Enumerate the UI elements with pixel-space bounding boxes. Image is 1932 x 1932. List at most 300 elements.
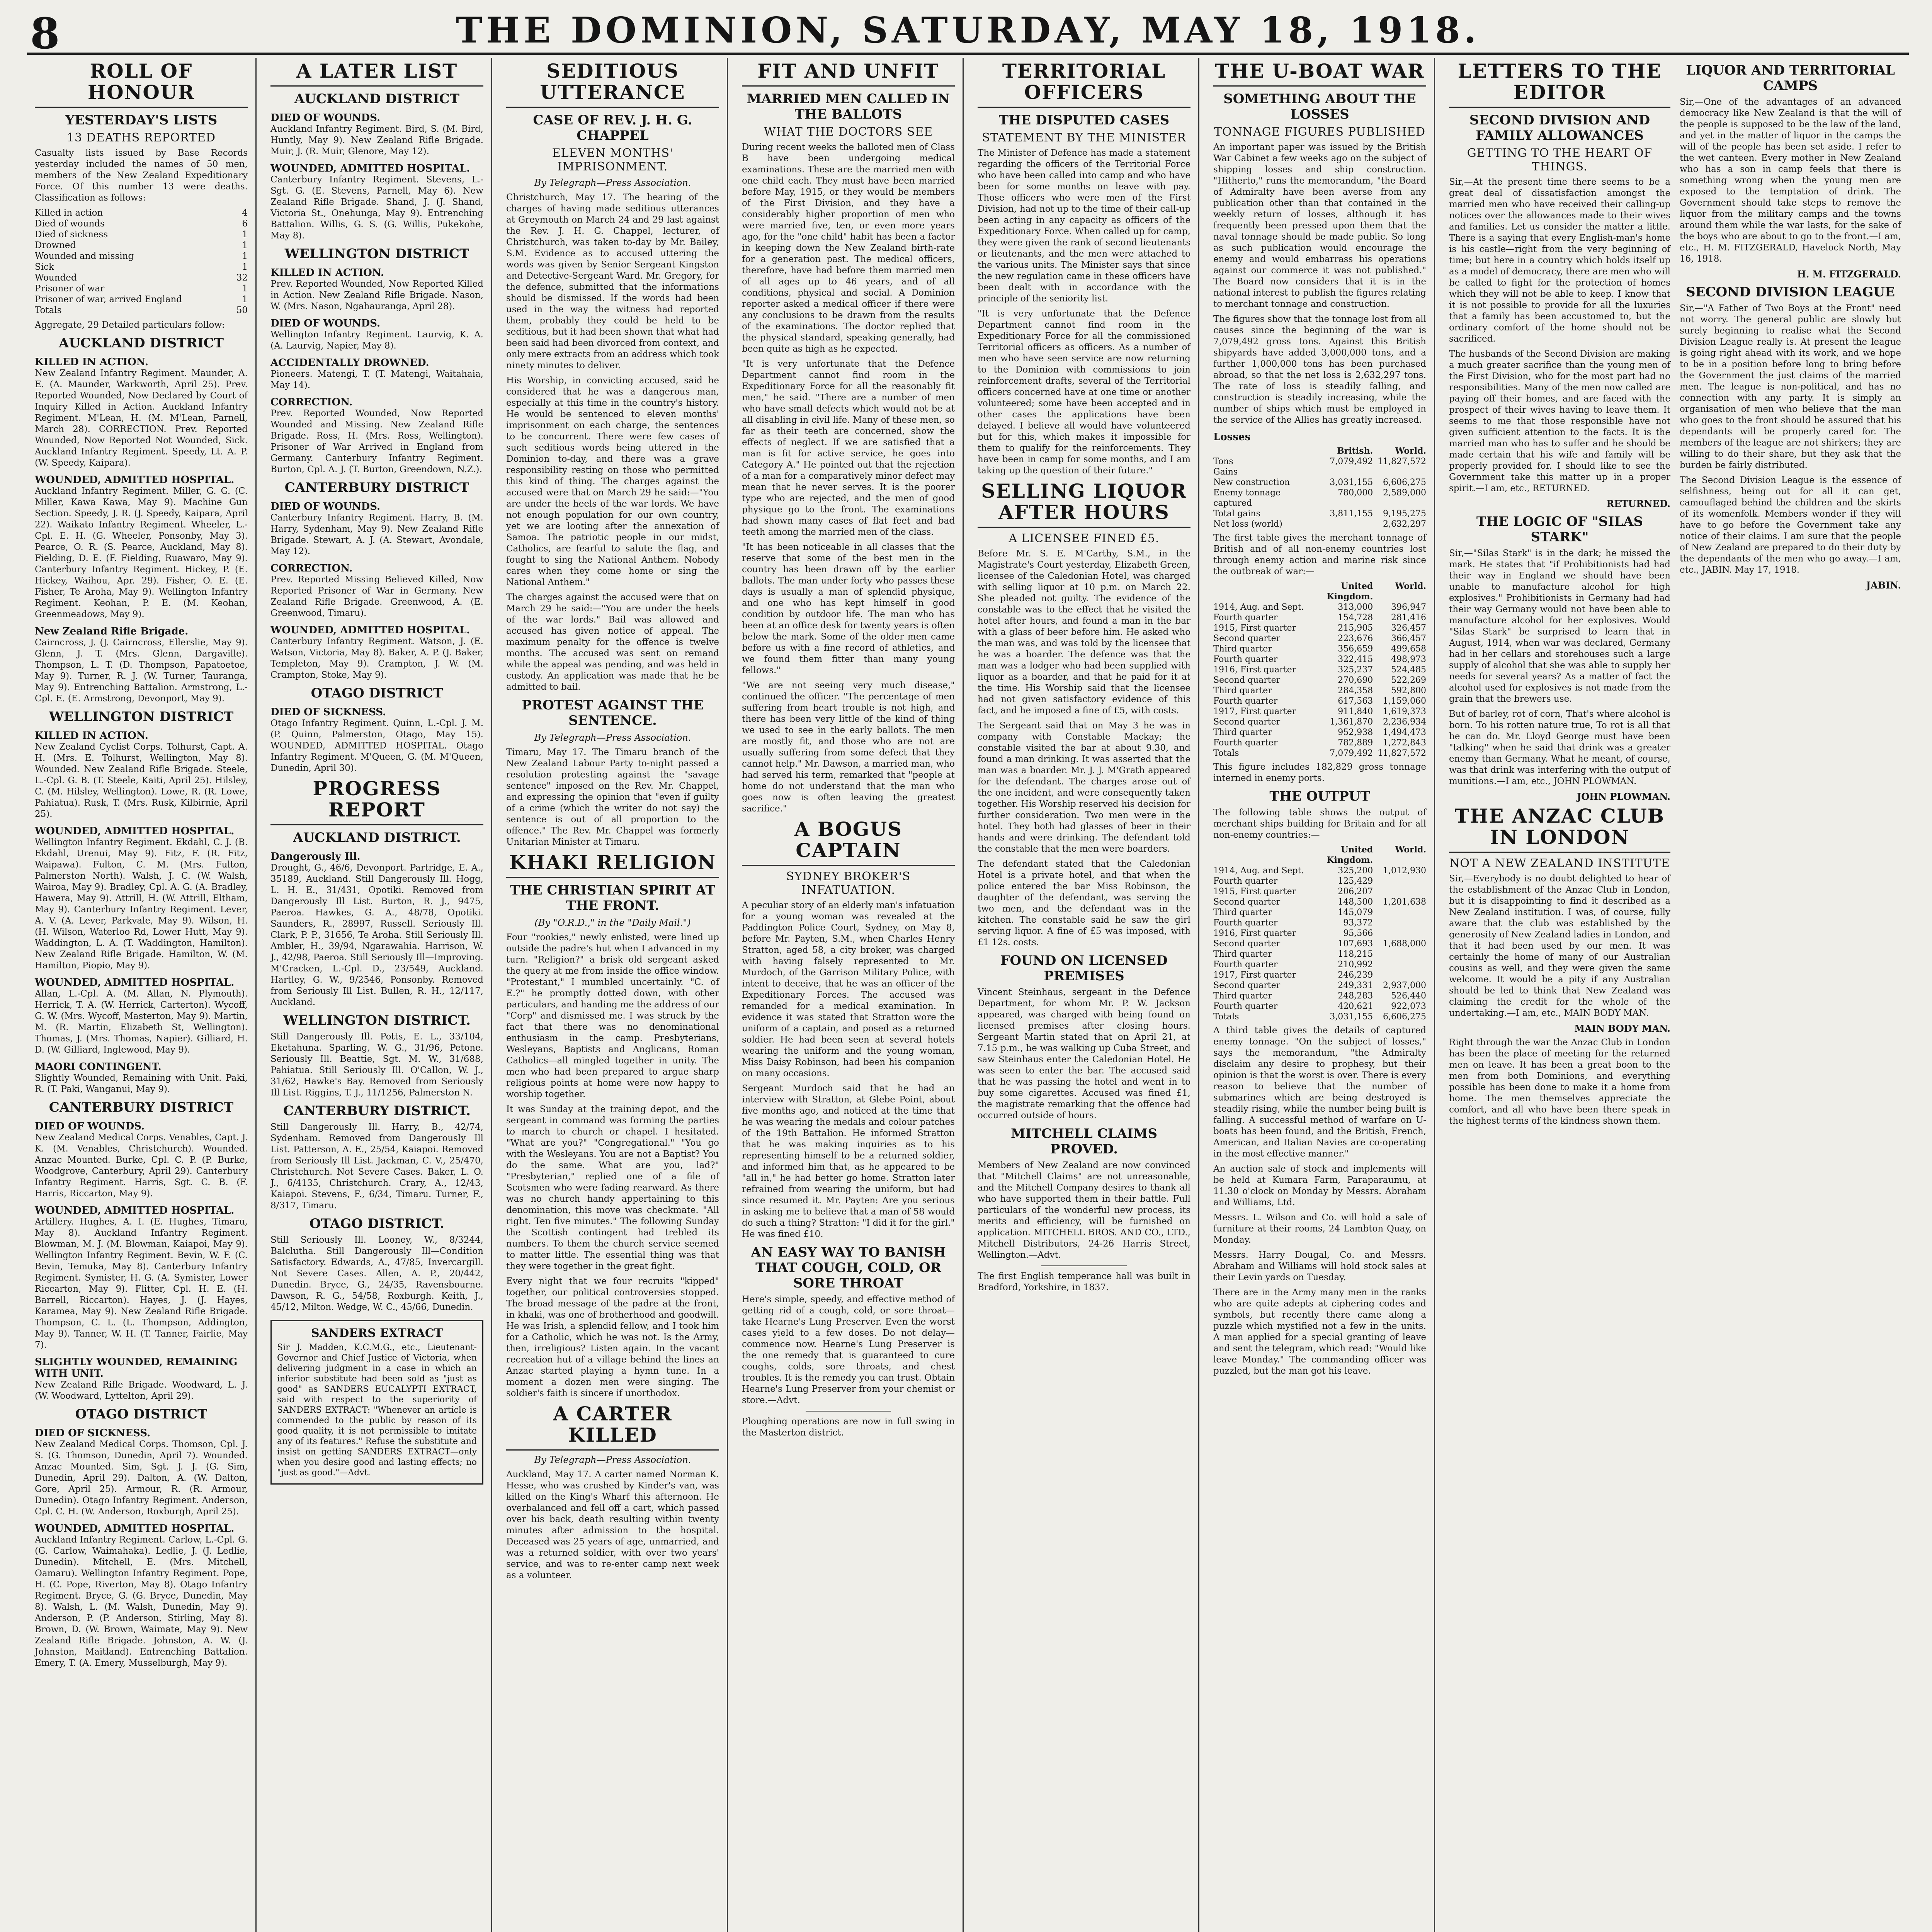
table-cell: 284,358 <box>1338 686 1373 696</box>
article-paragraph: Casualty lists issued by Base Records yesterday included the names of 50 men, members of the New Zealand Expeditionary Force. Of this number 13 were deaths. Classification as follows: <box>35 148 248 203</box>
summary-row <box>35 240 248 251</box>
table-cell: 93,372 <box>1343 918 1373 928</box>
table-row <box>1213 918 1426 928</box>
subheading: PROTEST AGAINST THE SENTENCE. <box>522 697 704 728</box>
summary-row <box>35 229 248 240</box>
table-cell: 7,079,492 <box>1330 457 1373 466</box>
table-row <box>1213 633 1426 644</box>
summary-value: 1 <box>242 251 248 261</box>
article-paragraph: Sergeant Murdoch said that he had an interview with Stratton, at Glebe Point, about five months ago, and noticed at the time that he was wearing the medals and colour patches of the 19th Battalion. He informed Stratton that he was making inquiries as to his representing himself to be a returned soldier, and informed him that, as he appeared to be "all in," he had better go home. Stratton later refrained from wearing the uniform, but had since resumed it. Mr. Payten: Are you serious in asking me to believe that a man of 58 would do such a thing? Stratton: "I did it for the girl." He was fined £10. <box>742 1083 955 1239</box>
article-paragraph: This figure includes 182,829 gross tonnage interned in enemy ports. <box>1213 762 1426 783</box>
summary-value: 4 <box>242 208 248 218</box>
casualty-entries: Wellington Infantry Regiment. Laurvig, K. A. (A. Laurvig, Napier, May 8). <box>270 330 483 351</box>
article-paragraph: Christchurch, May 17. The hearing of the charges of having made seditious utterances at Greymouth on March 24 and 29 last against the Rev. J. H. G. Chappel, lecturer, of Christchurch, was taken to-day by Mr. Bailey, S.M. Evidence as to accused uttering the words was given by Senior Sergeant Kingston and Detective-Sergeant Ward. Mr. Gregory, for the defence, submitted that the informations should be dismissed. If the words had been used in the way the witness had reported them, probably they could be held to be seditious, but it had been shown that what had been said had been divorced from context, and only mere extracts from an address which took ninety minutes to deliver. <box>506 192 719 371</box>
table-cell: 366,457 <box>1391 634 1426 643</box>
section-heading: THE U-BOAT WAR <box>1213 60 1426 87</box>
progress-entries: Still Seriously Ill. Looney, W., 8/3244, Balclutha. Still Dangerously Ill—Condition Satisfactory. Edwards, A., 47/85, Invercargill. Not Severe Cases. Allen, A. P., 20/442, Dunedin. Bryce, G., 24/35, Ravensbourne. Dawson, R. G., 54/58, Roxburgh. Keith, J., 45/12, Milton. Wedge, W. C., 45/66, Dunedin. <box>270 1235 483 1312</box>
casualty-entries: Prev. Reported Missing Believed Killed, Now Reported Prisoner of War in Germany. New Zealand Rifle Brigade. Greenwood, A. (E. Greenwood, Timaru). <box>270 575 483 618</box>
table-cell: 215,905 <box>1338 623 1373 633</box>
table-cell <box>1373 876 1426 886</box>
byline: (By "O.R.D.," in the "Daily Mail.") <box>534 917 691 928</box>
table-row <box>1213 1001 1426 1012</box>
table-cell: 524,485 <box>1391 665 1426 675</box>
table-cell: 248,283 <box>1338 991 1373 1001</box>
table-cell: Fourth quarter <box>1213 960 1278 969</box>
section-heading: THE ANZAC CLUB IN LONDON <box>1449 805 1670 853</box>
article-paragraph: The charges against the accused were that on March 29 he said:—"You are under the heels of the war lords." Bail was allowed and accused has given notice of appeal. The maximum penalty for the offence is twelve months. The accused was sent on remand while the appeal was pending, and was held in custody. An application was made that he be admitted to bail. <box>506 592 719 692</box>
district-heading: CANTERBURY DISTRICT <box>284 480 469 495</box>
casualty-entries: Cairncross, J. (J. Cairncross, Ellerslie, May 9). Glenn, J. T. (Mrs. Glenn, Dargaville). Thompson, L. T. (D. Thompson, Papatoetoe, May 9). Turner, R. J. (W. Turner, Tauranga, May 9). Entrenching Battalion. Armstrong, L.-Cpl. E. (E. Armstrong, Devonport, May 9). <box>35 638 248 704</box>
article-paragraph: Before Mr. S. E. M'Carthy, S.M., in the Magistrate's Court yesterday, Elizabeth Green, licensee of the Caledonian Hotel, was charged with selling liquor at 10 p.m. on March 22. She pleaded not guilty. The evidence of the constable was to the effect that he visited the hotel after hours, and found a man in the bar with a glass of beer before him. He asked who the man was, and was told by the licensee that he was a boarder. The defence was that the man was a lodger who had been supplied with liquor as a boarder, and that he paid for it at the time. His Worship said that the licensee had not given satisfactory evidence of this fact, and he imposed a fine of £5, with costs. <box>978 549 1190 716</box>
progress-entries: Still Dangerously Ill. Potts, E. L., 33/104, Eketahuna. Sparling, W. G., 31/96, Petone. Seriously Ill. Beattie, Sgt. M. W., 31/688, Pahiatua. Still Seriously Ill. O'Callon, W. J., 31/62, Hawke's Bay. Removed from Seriously Ill List. Riggins, T. J., 11/1256, Palmerston N. <box>270 1032 483 1098</box>
summary-row <box>35 262 248 272</box>
table-cell: 1,012,930 <box>1383 866 1426 876</box>
summary-label: Died of wounds <box>35 219 105 229</box>
subheading: MARRIED MEN CALLED IN THE BALLOTS <box>747 91 950 122</box>
casualty-entries: New Zealand Cyclist Corps. Tolhurst, Capt. A. H. (Mrs. E. Tolhurst, Wellington, May 8). Wounded. New Zealand Rifle Brigade. Steele, L.-Cpl. G. B. (T. Steele, Kaiti, April 25). Hilsley, C. (M. Hilsley, Wellington). Lowe, R. (R. Lowe, Pahiatua). Rusk, T. (Mrs. Rusk, Kilbirnie, April 25). <box>35 742 248 819</box>
subheading: THE DISPUTED CASES <box>998 112 1170 128</box>
table-cell <box>1373 907 1426 918</box>
casualty-entries: New Zealand Medical Corps. Thomson, Cpl. J. S. (G. Thomson, Dunedin, April 7). Wounded. Anzac Mounted. Sim, Sgt. J. J. (G. Sim, Dunedin, April 29). Dalton, A. (W. Dalton, Gore, April 25). Armour, R. (R. Armour, Dunedin). Otago Infantry Regiment. Anderson, Cpl. C. H. (W. Anderson, Roxburgh, April 25). <box>35 1439 248 1517</box>
table-cell: Tons <box>1213 457 1233 466</box>
table-row <box>1213 665 1426 675</box>
table-header-cell <box>1213 845 1320 866</box>
category-label: WOUNDED, ADMITTED HOSPITAL. <box>35 474 235 486</box>
table-cell: 270,690 <box>1338 675 1373 685</box>
article-paragraph: Four "rookies," newly enlisted, were lined up outside the padre's hut when I advanced in my turn. "Religion?" a brisk old sergeant asked the query at me from inside the office window. "Protestant," I mumbled uncertainly. "C. of E.?" he promptly dotted down, with other particulars, and handing me the address of our "Corp" and dismissed me. I was struck by the fact that there was no denominational enthusiasm in the camp. Presbyterians, Wesleyans, Baptists and Anglicans, Roman Catholics—all mingled together in unity. The men who had been prepared to argue sharp religious points at home were now happy to worship together. <box>506 932 719 1099</box>
table-cell: 922,073 <box>1391 1002 1426 1011</box>
table-row <box>1213 477 1426 488</box>
table-cell: 11,827,572 <box>1378 748 1426 758</box>
divider <box>1041 1265 1126 1266</box>
district-heading: CANTERBURY DISTRICT. <box>283 1103 471 1119</box>
table-cell: 313,000 <box>1338 602 1373 612</box>
letter-paragraph: But of barley, rot of corn, That's where alcohol is born. To his rotten nature true, To rot is all that he can do. Mr. Lloyd George must have been "talking" when he said that drink was a greater enemy than Germany. What he meant, of course, was that drink was interfering with the output of munitions.—I am, etc., JOHN PLOWMAN. <box>1449 709 1670 786</box>
subheading: SECOND DIVISION LEAGUE <box>1685 284 1895 300</box>
summary-label: Sick <box>35 262 54 272</box>
table-row <box>1213 980 1426 991</box>
table-cell <box>1373 959 1426 970</box>
table-cell: 782,889 <box>1338 738 1373 748</box>
casualty-summary <box>35 207 248 316</box>
casualty-entries: Prev. Reported Wounded, Now Reported Wounded and Missing. New Zealand Rifle Brigade. Ross, H. (Mrs. Ross, Wellington). Prisoner of War Arrived in England from Germany. Canterbury Infantry Regiment. Burton, Cpl. A. J. (T. Burton, Greendown, N.Z.). <box>270 408 483 474</box>
summary-value: 6 <box>242 219 248 229</box>
summary-label: Drowned <box>35 240 76 250</box>
summary-row <box>35 251 248 262</box>
table-cell: 206,207 <box>1338 887 1373 896</box>
table-header-row <box>1213 446 1426 456</box>
table-cell: 356,659 <box>1338 644 1373 654</box>
table-cell: 2,937,000 <box>1383 981 1426 990</box>
table-cell: 1917, First quarter <box>1213 970 1296 980</box>
article-paragraph: Aggregate, 29 Detailed particulars follow: <box>35 320 225 330</box>
article-paragraph: "It is very unfortunate that the Defence Department cannot find room in the Expeditionary Force for all the reasonably fit men," he said. "There are a number of men who have small defects which would not be at all disabling in civil life. Many of these men, so far as their teeth are concerned, show the effects of neglect. If we are satisfied that a man is fit for active service, he goes into Category A." He pointed out that the rejection of a man for a comparatively minor defect may mean that he never serves. It is the poorer type who are rejected, and the men of good physique go to the front. The examinations had shown many cases of flat feet and bad teeth among the married men of the class. <box>742 359 955 537</box>
district-heading: WELLINGTON DISTRICT. <box>283 1013 471 1028</box>
table-cell: New construction <box>1213 478 1290 487</box>
advertisement-text: Sir J. Madden, K.C.M.G., etc., Lieutenant-Governor and Chief Justice of Victoria, when delivering judgment in a case in which an inferior substitute had been sold as "just as good" as SANDERS EUCALYPTI EXTRACT, said with respect to the superiority of SANDERS EXTRACT: "Whenever an article is commended to the public by reason of its good quality, it is not permissible to imitate any of its features." Refuse the substitute and insist on getting SANDERS EXTRACT—only when you desire good and lasting effects; no "just as good."—Advt. <box>277 1343 477 1478</box>
news-item: The first English temperance hall was built in Bradford, Yorkshire, in 1837. <box>978 1271 1190 1293</box>
subheading: ELEVEN MONTHS' IMPRISONMENT. <box>552 146 673 173</box>
table-cell: 6,606,275 <box>1383 1012 1426 1022</box>
letter-signature: H. M. FITZGERALD. <box>1797 269 1901 280</box>
casualty-entries: Canterbury Infantry Regiment. Harry, B. (M. Harry, Sydenham, May 9). New Zealand Rifle Brigade. Stewart, A. J. (A. Stewart, Avondale, May 12). <box>270 513 483 556</box>
table-row <box>1213 706 1426 717</box>
table-cell: 1914, Aug. and Sept. <box>1213 866 1304 876</box>
category-label: KILLED IN ACTION. <box>35 730 148 742</box>
table-cell: 326,457 <box>1391 623 1426 633</box>
columns-container <box>27 58 1909 1932</box>
subheading: SOMETHING ABOUT THE LOSSES <box>1223 91 1416 122</box>
table-cell <box>1373 918 1426 928</box>
table-header-cell: British. <box>1337 446 1373 456</box>
table-cell: 592,800 <box>1391 686 1426 696</box>
table-cell <box>1373 949 1426 959</box>
district-heading: OTAGO DISTRICT. <box>309 1216 445 1231</box>
article-paragraph: "We are not seeing very much disease," continued the officer. "The percentage of men suffering from heart trouble is not high, and there has been very little of the kind of thing we used to see in the early ballots. The men are mostly fit, and those who are not are usually suffering from some defect that they cannot help." Mr. Dawson, a married man, who had served his term, remarked that "people at home do not understand that the man who goes now is often leaving the greatest sacrifice." <box>742 680 955 814</box>
table-cell: 1916, First quarter <box>1213 665 1296 675</box>
table-cell: 1,201,638 <box>1383 897 1426 907</box>
category-label: KILLED IN ACTION. <box>270 267 384 279</box>
table-header-row <box>1213 845 1426 866</box>
category-label: New Zealand Rifle Brigade. <box>35 626 189 637</box>
table-row <box>1213 939 1426 949</box>
letter-paragraph: The husbands of the Second Division are making a much greater sacrifice than the young men of the First Division, who for the most part had no responsibilities. Many of the men now called are paying off their homes, and are faced with the prospect of their wives having to leave them. It seems to me that those responsible have not given sufficient attention to the facts. It is the married man who has to suffer and he should be made certain that his wife and family will be properly provided for. I should like to see the Government take this matter up in a proper spirit.—I am, etc., RETURNED. <box>1449 349 1670 493</box>
news-item: Ploughing operations are now in full swing in the Masterton district. <box>742 1417 955 1438</box>
summary-value: 1 <box>242 294 248 304</box>
newspaper-title: THE DOMINION, SATURDAY, MAY 18, 1918. <box>456 9 1480 51</box>
article-paragraph: The figures show that the tonnage lost from all causes since the beginning of the war is 7,079,492 gross tons. Against this British shipyards have added 3,000,000 tons, and a further 1,000,000 tons has been purchased abroad, so that the net loss is 2,632,297 tons. The rate of loss is steadily falling, and construction is steadily increasing, while the number of ships which must be employed in the service of the Allies has greatly increased. <box>1213 314 1426 425</box>
table-cell: Fourth quarter <box>1213 613 1278 622</box>
table-cell: 249,331 <box>1338 981 1373 990</box>
district-heading: WELLINGTON DISTRICT <box>284 246 469 262</box>
letter-paragraph: Right through the war the Anzac Club in London has been the place of meeting for the returned men on leave. It has been a great boon to the men from both Dominions, and everything possible has been done to make it a home from home. The men themselves appreciate the comfort, and all who have been there speak in the highest terms of the kindness shown them. <box>1449 1037 1670 1126</box>
subheading: SYDNEY BROKER'S INFATUATION. <box>786 870 911 897</box>
table-cell: 1916, First quarter <box>1213 929 1296 938</box>
article-paragraph: Vincent Steinhaus, sergeant in the Defence Department, for whom Mr. P. W. Jackson appeared, was charged with being found on licensed premises after closing hours. Sergeant Martin stated that on April 21, at 7.15 p.m., he was walking up Cuba Street, and saw Steinhaus enter the Caledonian Hotel. He was seen to enter the bar. The accused said that he was passing the hotel and went in to buy some cigarettes. Accused was fined £1, the magistrate remarking that the offence had occurred outside of hours. <box>978 987 1190 1121</box>
district-heading: CANTERBURY DISTRICT <box>49 1100 234 1115</box>
table-row <box>1213 519 1426 529</box>
section-heading: SEDITIOUS UTTERANCE <box>506 60 719 108</box>
masthead <box>27 7 1909 58</box>
district-heading: WELLINGTON DISTRICT <box>49 709 234 724</box>
table-cell: 526,440 <box>1391 991 1426 1001</box>
letter-paragraph: Sir,—One of the advantages of an advanced democracy like New Zealand is that the will of the people is supposed to be the law of the land, and yet in the matter of liquor in the camps the will of the people has been set aside. I refer to the wet canteen. Every mother in New Zealand who has a son in camp feels that there is something wrong when the young men are exposed to the temptation of drink. The Government should take steps to remove the liquor from the military camps and the towns around them while the war lasts, for the sake of the boys who are about to go to the front.—I am, etc., H. M. FITZGERALD, Havelock North, May 16, 1918. <box>1680 97 1901 264</box>
table-row <box>1213 488 1426 509</box>
category-label: CORRECTION. <box>270 396 353 408</box>
article-paragraph: The Minister of Defence has made a statement regarding the officers of the Territorial Force who have been called into camp and who have been for some months on leave with pay. Those officers who were men of the First Division, had not up to the time of their call-up been acting in any capacity as officers of the Expeditionary Force. When called up for camp, they were given the rank of second lieutenants or lieutenants, and the men were attached to the various units. The Minister says that since the new regulation came in these officers have been dealt with in accordance with the principle of the seniority list. <box>978 148 1190 304</box>
table-cell: Second quarter <box>1213 675 1281 685</box>
news-item: Messrs. L. Wilson and Co. will hold a sale of furniture at their rooms, 24 Lambton Quay, on Monday. <box>1213 1213 1426 1245</box>
letter-paragraph: Sir,—Everybody is no doubt delighted to hear of the establishment of the Anzac Club in London, but it is disappointing to find it described as a New Zealand institution. I was, of course, fully aware that the club was established by the generosity of New Zealand ladies in London, and that it had been used by our men. It was certainly the home of many of our Australian cousins as well, and they were given the same welcome. It would be a pity if any Australian should be led to think that New Zealand was claiming the credit for the whole of the undertaking.—I am, etc., MAIN BODY MAN. <box>1449 874 1670 1018</box>
table-cell: Second quarter <box>1213 717 1281 727</box>
advertisement-heading: AN EASY WAY TO BANISH THAT COUGH, COLD, OR SORE THROAT <box>751 1245 946 1291</box>
byline: By Telegraph—Press Association. <box>534 1454 691 1465</box>
subheading: LIQUOR AND TERRITORIAL CAMPS <box>1686 63 1895 94</box>
table-cell: 1,159,060 <box>1383 696 1426 706</box>
table-header-cell: World. <box>1395 446 1426 456</box>
table-cell: 1,272,843 <box>1383 738 1426 748</box>
table-cell: Fourth quarter <box>1213 876 1278 886</box>
table-cell: 911,840 <box>1338 707 1373 716</box>
section-heading: ROLL OF HONOUR <box>35 60 248 108</box>
category-label: ACCIDENTALLY DROWNED. <box>270 357 429 369</box>
table-cell: Third quarter <box>1213 686 1272 696</box>
category-label: WOUNDED, ADMITTED HOSPITAL. <box>35 825 235 837</box>
table-cell: 617,563 <box>1338 696 1373 706</box>
article-paragraph: "It is very unfortunate that the Defence Department cannot find room in the Expeditionary Force for all the commissioned Territorial officers as officers. As a number of men who have seen service are now returning to the Dominion with commissions to join reinforcement drafts, several of the Territorial officers concerned have at one time or another volunteered; some have been accepted and in other cases the applications have been delayed. I believe all would have volunteered but for this, which makes it impossible for them to qualify for the reinforcements. They have been in camp for some months, and I am taking up the question of their future." <box>978 309 1190 476</box>
subheading: NOT A NEW ZEALAND INSTITUTE <box>1449 857 1670 870</box>
district-heading: AUCKLAND DISTRICT <box>58 335 224 351</box>
article-paragraph: The defendant stated that the Caledonian Hotel is a private hotel, and that when the police entered the bar Miss Robinson, the daughter of the defendant, was serving the two men, and the defendant was in the kitchen. The constable said he saw the girl serving liquor. A fine of £5 was imposed, with £1 12s. costs. <box>978 859 1190 947</box>
table-cell: 11,827,572 <box>1378 457 1426 466</box>
table-row <box>1213 685 1426 696</box>
table-cell <box>1320 519 1373 529</box>
summary-row <box>35 272 248 283</box>
table-cell: 95,566 <box>1343 929 1373 938</box>
table-cell: 107,693 <box>1338 939 1373 949</box>
table-cell: 325,200 <box>1338 866 1373 876</box>
summary-value: 50 <box>236 305 248 315</box>
table-cell: 154,728 <box>1338 613 1373 622</box>
district-heading: OTAGO DISTRICT <box>75 1406 207 1422</box>
table-cell: 9,195,275 <box>1383 509 1426 519</box>
table-cell: Second quarter <box>1213 897 1281 907</box>
casualty-entries: Artillery. Hughes, A. I. (E. Hughes, Timaru, May 8). Auckland Infantry Regiment. Blowman, M. J. (M. Blowman, Kaiapoi, May 9). Wellington Infantry Regiment. Bevin, W. F. (C. Bevin, Temuka, May 8). Canterbury Infantry Regiment. Symister, H. G. (A. Symister, Lower Riccarton, May 9). Flitter, Cpl. H. E. (H. Barrell, Riccarton). Hayes, J. (J. Hayes, Karamea, May 9). New Zealand Rifle Brigade. Thompson, C. L. (L. Thompson, Addington, May 9). Tanner, W. H. (T. Tanner, Fairlie, May 7). <box>35 1217 248 1350</box>
article-paragraph: A third table gives the details of captured enemy tonnage. "On the subject of losses," says the memorandum, "the Admiralty disclaim any desire to prophesy, but their opinion is that the worst is over. There is every reason to believe that the number of submarines which are being destroyed is steadily rising, while the number being built is falling. A successful method of warfare on U-boats has been found, and the British, French, American, and Italian Navies are co-operating in the most effective manner." <box>1213 1026 1426 1159</box>
table-row <box>1213 876 1426 886</box>
table-cell: Enemy tonnage captured <box>1213 488 1281 508</box>
summary-label: Wounded and missing <box>35 251 134 261</box>
table-cell: 498,973 <box>1391 655 1426 664</box>
table-header-cell <box>1213 446 1320 456</box>
table-cell: Fourth quarter <box>1213 738 1278 748</box>
table-row <box>1213 1012 1426 1022</box>
subheading: 13 DEATHS REPORTED <box>66 131 216 145</box>
table-cell: 6,606,275 <box>1383 478 1426 487</box>
category-label: DIED OF WOUNDS. <box>270 501 381 512</box>
table-cell: Third quarter <box>1213 644 1272 654</box>
casualty-entries: New Zealand Rifle Brigade. Woodward, L. J. (W. Woodward, Lyttelton, April 29). <box>35 1380 248 1401</box>
category-label: WOUNDED, ADMITTED HOSPITAL. <box>270 624 470 636</box>
article-paragraph: The Sergeant said that on May 3 he was in company with Constable Mackay; the constable visited the bar at about 9.30, and found a man drinking. It was asserted that the man was a boarder. Mr. J. J. M'Grath appeared for the defendant. The charges arose out of the one incident, and were consequently taken together. His Worship reserved his decision for further consideration. Two men were in the hotel. They both had glasses of beer in their hands and were drinking. The defendant told the constable that the men were boarders. <box>978 721 1190 854</box>
category-label: WOUNDED, ADMITTED HOSPITAL. <box>35 1523 235 1534</box>
table-row <box>1213 602 1426 612</box>
article-paragraph: An important paper was issued by the British War Cabinet a few weeks ago on the subject of shipping losses and ship construction. "Hitherto," runs the memorandum, "the Board of Admiralty have been averse from any publication other than that contained in the weekly return of losses, although it has frequently been pressed upon them that the naval tonnage should be made public. So long as such publication would encourage the enemy and would embarrass his operations against our commerce it was not published." The Board now considers that it is in the national interest to publish the figures relating to merchant tonnage and construction. <box>1213 142 1426 309</box>
summary-value: 32 <box>236 273 248 283</box>
subheading: SECOND DIVISION AND FAMILY ALLOWANCES <box>1469 112 1650 143</box>
letter-paragraph: Sir,—At the present time there seems to be a great deal of dissatisfaction amongst the married men who have received their calling-up notices over the allowances made to their wives and families. Let us consider the matter a little. There is a saying that every English-man's home is his castle—right from the very beginning of time; but here in a country which holds itself up as a model of democracy, there are men who will be called to fight for the protection of homes which they will not be able to keep. I know that it is not possible to provide for all the luxuries that a family has been accustomed to, but the ordinary comfort of the home should not be sacrificed. <box>1449 177 1670 344</box>
table-row <box>1213 738 1426 748</box>
news-item: Messrs. Harry Dougal, Co. and Messrs. Abraham and Williams will hold stock sales at their Levin yards on Tuesday. <box>1213 1250 1426 1282</box>
district-heading: AUCKLAND DISTRICT <box>294 91 460 107</box>
table-cell: 2,589,000 <box>1383 488 1426 498</box>
section-heading: A LATER LIST <box>270 60 483 87</box>
casualty-entries: Otago Infantry Regiment. Quinn, L.-Cpl. J. M. (P. Quinn, Palmerston, Otago, May 15). WOUNDED, ADMITTED HOSPITAL. Otago Infantry Regiment. M'Queen, G. (M. M'Queen, Dunedin, April 30). <box>270 718 483 773</box>
casualty-entries: Auckland Infantry Regiment. Carlow, L.-Cpl. G. (G. Carlow, Waimahaka). Ledlie, J. (J. Ledlie, Dunedin). Mitchell, E. (Mrs. Mitchell, Oamaru). Wellington Infantry Regiment. Pope, H. (C. Pope, Riverton, May 8). Otago Infantry Regiment. Bryce, G. (G. Bryce, Dunedin, May 8). Walsh, L. (M. Walsh, Dunedin, May 9). Anderson, P. (P. Anderson, Stirling, May 8). Brown, D. (W. Brown, Waimate, May 9). New Zealand Rifle Brigade. Johnston, A. W. (J. Johnston, Maitland). Entrenching Battalion. Emery, T. (A. Emery, Musselburgh, May 9). <box>35 1535 248 1668</box>
casualty-entries: Allan, L.-Cpl. A. (M. Allan, N. Plymouth). Herrick, T. A. (W. Herrick, Carterton). Wycoff, G. W. (Mrs. Wycoff, Masterton, May 9). Martin, M. (R. Martin, Elizabeth St, Wellington). Thomas, J. (Mrs. Thomas, Napier). Gilliard, H. D. (W. Gilliard, Inglewood, May 9). <box>35 989 248 1055</box>
column-roll-of-honour <box>27 58 257 1932</box>
article-paragraph: Every night that we four recruits "kipped" together, our political controversies stopped. The broad message of the padre at the front, in khaki, was one of brotherhood and goodwill. He was Irish, a splendid fellow, and I took him for a Catholic, which he was not. Is the Army, then, irreligious? Listen again. In the vacant recreation hut of a village behind the lines an Anzac started playing a hymn tune. In a moment a dozen men were singing. The soldier's faith is sincere if unorthodox. <box>506 1276 719 1398</box>
casualty-entries: Canterbury Infantry Regiment. Stevens, L.-Sgt. G. (E. Stevens, Parnell, May 6). New Zealand Rifle Brigade. Shand, J. (J. Shand, Victoria St., Onehunga, May 9). Entrenching Battalion. Willis, G. S. (G. Willis, Pukekohe, May 8). <box>270 175 483 241</box>
advertisement-heading: MITCHELL CLAIMS PROVED. <box>1010 1126 1158 1157</box>
category-label: DIED OF WOUNDS. <box>35 1121 145 1132</box>
summary-label: Prisoner of war, arrived England <box>35 294 182 304</box>
district-heading: AUCKLAND DISTRICT. <box>293 830 461 845</box>
table-row <box>1213 509 1426 519</box>
subheading: A LICENSEE FINED £5. <box>1009 532 1160 545</box>
table-cell: 210,992 <box>1338 960 1373 969</box>
table-header-cell: United Kingdom. <box>1327 845 1373 865</box>
table-cell: 1917, First quarter <box>1213 707 1296 716</box>
article-paragraph: Timaru, May 17. The Timaru branch of the New Zealand Labour Party to-night passed a resolution protesting against the "savage sentence" imposed on the Rev. Mr. Chappel, and expressing the opinion that "even if guilty of a crime (which the writer do not say) the sentence is out of all proportion to the offence." The Rev. Mr. Chappel was formerly Unitarian Minister at Timaru. <box>506 747 719 847</box>
table-title: Losses <box>1213 431 1251 443</box>
byline: By Telegraph—Press Association. <box>534 177 691 188</box>
table-cell: Third quarter <box>1213 949 1272 959</box>
advertisement-text: Here's simple, speedy, and effective method of getting rid of a cough, cold, or sore throat—take Hearne's Lung Preserver. Even the worst cases yield to a few doses. Do not delay—commence now. Hearne's Lung Preserver is the one remedy that is guaranteed to cure coughs, colds, sore throats, and chest troubles. It is the remedy you can trust. Obtain Hearne's Lung Preserver from your chemist or store.—Advt. <box>742 1294 955 1405</box>
table-cell: Fourth quarter <box>1213 696 1278 706</box>
table-cell: 1915, First quarter <box>1213 623 1296 633</box>
category-label: CORRECTION. <box>270 563 353 574</box>
table-cell: Net loss (world) <box>1213 519 1282 529</box>
letter-paragraph: Sir,—"A Father of Two Boys at the Front" need not worry. The general public are slowly but surely beginning to realise what the Second Division League really is. At present the league is going right ahead with its work, and we hope to be in a position before long to bring before the Government the just claims of the married men. The league is non-political, and has no connection with any party. It is simply an organisation of men who believe that the man who goes to the front should be assured that his dependants will be properly cared for. The members of the league are not shirkers; they are willing to do their share, but they ask that the burden be fairly distributed. <box>1680 303 1901 470</box>
article-paragraph: A peculiar story of an elderly man's infatuation for a young woman was revealed at the Paddington Police Court, Sydney, on May 8, before Mr. Payten, S.M., when Charles Henry Stratton, aged 58, a city broker, was charged with having falsely represented to Mr. Murdoch, of the Garrison Military Police, with intent to deceive, that he was an officer of the Expeditionary Forces. The accused was remanded for a medical examination. In evidence it was stated that Stratton wore the uniform of a captain, and posed as a returned soldier. He had been seen at several hotels wearing the uniform and the young woman, Miss Daisy Robinson, had been his companion on many occasions. <box>742 900 955 1078</box>
subheading: THE LOGIC OF "SILAS STARK" <box>1476 514 1643 545</box>
casualty-entries: Slightly Wounded, Remaining with Unit. Paki, R. (T. Paki, Wanganui, May 9). <box>35 1073 248 1094</box>
section-heading: LETTERS TO THE EDITOR <box>1449 60 1670 108</box>
summary-value: 1 <box>242 230 248 240</box>
category-label: MAORI CONTINGENT. <box>35 1061 162 1073</box>
table-cell: 3,811,155 <box>1330 509 1373 519</box>
article-paragraph: The following table shows the output of merchant ships building for Britain and for all non-enemy countries:— <box>1213 808 1426 840</box>
table-cell: Fourth quarter <box>1213 655 1278 664</box>
table-cell <box>1373 467 1426 477</box>
letter-paragraph: Sir,—"Silas Stark" is in the dark; he missed the mark. He states that "if Prohibitionists had had their way in England we should have been unable to manufacture alcohol for high explosives." Prohibitionists in Germany had had their way Germany would not have been able to manufacture alcohol for her explosives. Would "Silas Stark" be surprised to learn that in August, 1914, when war was declared, Germany had in her cellars and storehouses such a large supply of alcohol that she was able to supply her needs for several years? As a matter of fact the alcohol used for explosives is not made from the grain that the brewers use. <box>1449 548 1670 704</box>
advertisement <box>270 1320 483 1485</box>
section-heading: PROGRESS REPORT <box>270 778 483 825</box>
table-cell: 1,361,870 <box>1330 717 1373 727</box>
table-header-row <box>1213 581 1426 602</box>
news-item: There are in the Army many men in the ranks who are quite adepts at ciphering codes and symbols, but recently there came along a puzzle which mystified not a few in the units. A man applied for a special granting of leave and sent the telegram, which read: "Would like leave Monday." The commanding officer was puzzled, but the man got his leave. <box>1213 1287 1426 1376</box>
page-number: 8 <box>30 9 60 58</box>
table-cell: 396,947 <box>1391 602 1426 612</box>
column-u-boat-war <box>1206 58 1435 1932</box>
table-header-cell <box>1213 581 1320 602</box>
article-paragraph: Auckland, May 17. A carter named Norman K. Hesse, who was crushed by Kinder's van, was killed on the King's Wharf this afternoon. He overbalanced and fell off a cart, which passed over his back, death resulting within twenty minutes after admission to the hospital. Deceased was 25 years of age, unmarried, and was a returned soldier, with over two years' service, and was to re-enter camp next week as a volunteer. <box>506 1469 719 1580</box>
section-heading: TERRITORIAL OFFICERS <box>978 60 1190 108</box>
table-cell: 145,079 <box>1338 908 1373 917</box>
table-cell: Third quarter <box>1213 908 1272 917</box>
article-paragraph: It was Sunday at the training depot, and the sergeant in command was forming the parties to march to church or chapel. I hesitated. "What are you?" "Congregational." "You go with the Wesleyans. You are not a Baptist? You do the same. What are you, lad?" "Presbyterian," replied one of a file of Scotsmen who were fading rearward. As there was no church handy appertaining to this denomination, this move was checkmate. "All right. Ten five minutes." The following Sunday the Scottish contingent had trebled its numbers. To them the church service seemed to matter little. The essential thing was that they were together in the great fight. <box>506 1104 719 1271</box>
casualty-entries: Wellington Infantry Regiment. Ekdahl, C. J. (B. Ekdahl, Urenui, May 9). Fitz, F. (R. Fitz, Waipawa). Fulton, C. M. (Mrs. Fulton, Palmerston North). Walsh, J. C. (W. Walsh, Wairoa, May 9). Bradley, Cpl. A. G. (A. Bradley, Hawera, May 9). Attrill, H. (W. Attrill, Eltham, May 9). Canterbury Infantry Regiment. Lever, A. V. (A. Lever, Parkvale, May 9). Wilson, H. (H. Wilson, Waterloo Rd, Lower Hutt, May 9). Waddington, L. A. (T. Waddington, Hamilton). New Zealand Rifle Brigade. Hamilton, W. (M. Hamilton, Piopio, May 9). <box>35 837 248 971</box>
category-label: DIED OF SICKNESS. <box>35 1427 151 1439</box>
table-row <box>1213 654 1426 665</box>
table-cell: Second quarter <box>1213 981 1281 990</box>
summary-label: Killed in action <box>35 208 103 218</box>
table-cell: 322,415 <box>1338 655 1373 664</box>
subheading: FOUND ON LICENSED PREMISES <box>1000 953 1168 984</box>
progress-entries: Drought, G., 46/6, Devonport. Partridge, E. A., 35189, Auckland. Still Dangerously Ill. Hogg, L. H. E., 31/431, Opotiki. Removed from Dangerously Ill List. Burton, R. J., 9475, Paeroa. Hawkes, G. A., 48/78, Opotiki. Saunders, R., 28997, Russell. Seriously Ill. Clark, P. P., 31656, Te Aroha. Still Seriously Ill. Ambler, H., 39/94, Ngarawahia. Harrison, W. J., 42/98, Paeroa. Still Seriously Ill—Improving. M'Cracken, L.-Cpl. D., 23/549, Auckland. Hartley, G. W., 9/2546, Ponsonby. Removed from Seriously Ill List. Bullen, R. H., 12/117, Auckland. <box>270 863 483 1007</box>
table-cell <box>1373 970 1426 980</box>
table-cell: 522,269 <box>1391 675 1426 685</box>
table-cell: 952,938 <box>1338 728 1373 737</box>
table-row <box>1213 727 1426 738</box>
subheading: YESTERDAY'S LISTS <box>65 112 218 128</box>
table-cell: Total gains <box>1213 509 1260 519</box>
table-row <box>1213 467 1426 477</box>
category-label: WOUNDED, ADMITTED HOSPITAL. <box>270 163 470 174</box>
letter-signature: JABIN. <box>1866 580 1901 591</box>
table-row <box>1213 866 1426 876</box>
section-heading: A BOGUS CAPTAIN <box>742 818 955 866</box>
table-cell: 499,658 <box>1391 644 1426 654</box>
table-row <box>1213 623 1426 633</box>
letter-signature: JOHN PLOWMAN. <box>1577 791 1670 802</box>
table-cell: 3,031,155 <box>1330 1012 1373 1022</box>
table-header-cell: United Kingdom. <box>1327 581 1373 602</box>
subheading: STATEMENT BY THE MINISTER <box>982 131 1186 145</box>
summary-label: Wounded <box>35 273 77 283</box>
tonnage-lost-table <box>1213 581 1426 759</box>
divider <box>806 1411 891 1412</box>
table-cell: 325,237 <box>1338 665 1373 675</box>
table-row <box>1213 928 1426 939</box>
progress-entries: Still Dangerously Ill. Harry, B., 42/74, Sydenham. Removed from Dangerously Ill List. Patterson, A. E., 25/54, Kaiapoi. Removed from Seriously Ill List. Jackman, C. V., 25/470, Christchurch. Not Severe Cases. Baker, L. O. J., 6/4135, Christchurch. Crary, A., 12/43, Kaiapoi. Stevens, F., 6/34, Timaru. Turner, F., 8/317, Timaru. <box>270 1122 483 1211</box>
table-cell: Gains <box>1213 467 1238 477</box>
summary-row <box>35 283 248 294</box>
section-heading: KHAKI RELIGION <box>506 852 719 878</box>
table-cell: 1914, Aug. and Sept. <box>1213 602 1304 612</box>
category-label: SLIGHTLY WOUNDED, REMAINING WITH UNIT. <box>35 1356 238 1379</box>
byline: By Telegraph—Press Association. <box>534 732 691 743</box>
table-cell: Fourth quarter <box>1213 918 1278 928</box>
table-row <box>1213 612 1426 623</box>
table-cell: Fourth quarter <box>1213 1002 1278 1011</box>
table-cell: 148,500 <box>1338 897 1373 907</box>
summary-label: Prisoner of war <box>35 284 105 294</box>
table-cell: 223,676 <box>1338 634 1373 643</box>
summary-row <box>35 218 248 229</box>
subheading: CASE OF REV. J. H. G. CHAPPEL <box>533 112 692 143</box>
table-header-cell: World. <box>1395 845 1426 855</box>
summary-row <box>35 305 248 316</box>
article-paragraph: His Worship, in convicting accused, said he considered that he was a dangerous man, especially at this time in the country's history. He would be sentenced to eleven months' imprisonment on each charge, the sentences to be concurrent. There were few cases of such seditious words being uttered in the Dominion to-day, and there was a grave responsibility resting on those who permitted this kind of thing. The charges against the accused were that on March 29 he said:—"You are under the heels of the war lords. We have not enough population for our own country, yet we are looting after the annexation of Samoa. The patriotic people in our midst, Catholics, are fearful to salute the flag, and fought to sing the National Anthem. Nobody cares when they come home or sing the National Anthem." <box>506 376 719 587</box>
table-row <box>1213 644 1426 654</box>
table-row <box>1213 970 1426 980</box>
table-cell: Second quarter <box>1213 634 1281 643</box>
letter-paragraph: The Second Division League is the essence of selfishness, being out for all it can get, camouflaged behind the children and the skirts of its womenfolk. Members wonder if they will have to go before the Government take any notice of their claims. I am sure that the people of New Zealand are prepared to do their duty by the dependants of the men who go away.—I am, etc., JABIN. May 17, 1918. <box>1680 475 1901 575</box>
table-cell: 7,079,492 <box>1330 748 1373 758</box>
output-table <box>1213 845 1426 1022</box>
summary-label: Totals <box>35 305 62 315</box>
article-paragraph: "It has been noticeable in all classes that the reserve that some of the best men in the country has been drawn off by the earlier ballots. The man under forty who passes these days is usually a man of splendid physique, and one who has kept himself in good condition by outdoor life. The man who has been at an office desk for twenty years is often below the mark. Some of the older men came before us with a fine record of athletics, and we found them fitter than many young fellows." <box>742 542 955 675</box>
column-letters-to-the-editor <box>1441 58 1909 1932</box>
table-row <box>1213 748 1426 759</box>
summary-row <box>35 207 248 218</box>
table-cell: 780,000 <box>1338 488 1373 498</box>
district-heading: OTAGO DISTRICT <box>311 685 443 701</box>
news-item: An auction sale of stock and implements will be held at Kumara Farm, Paraparaumu, at 11.30 o'clock on Monday by Messrs. Abraham and Williams, Ltd. <box>1213 1164 1426 1208</box>
subheading: THE CHRISTIAN SPIRIT AT THE FRONT. <box>510 883 715 913</box>
category-label: DIED OF WOUNDS. <box>270 112 381 124</box>
summary-value: 1 <box>242 262 248 272</box>
category-label: KILLED IN ACTION. <box>35 356 148 368</box>
subheading: WHAT THE DOCTORS SEE <box>764 125 933 139</box>
section-heading: SELLING LIQUOR AFTER HOURS <box>978 480 1190 528</box>
table-row <box>1213 886 1426 897</box>
article-paragraph: The first table gives the merchant tonnage of British and of all non-enemy countries lost through enemy action and marine risk since the outbreak of war:— <box>1213 533 1426 577</box>
losses-table <box>1213 446 1426 529</box>
section-heading: FIT AND UNFIT <box>742 60 955 87</box>
